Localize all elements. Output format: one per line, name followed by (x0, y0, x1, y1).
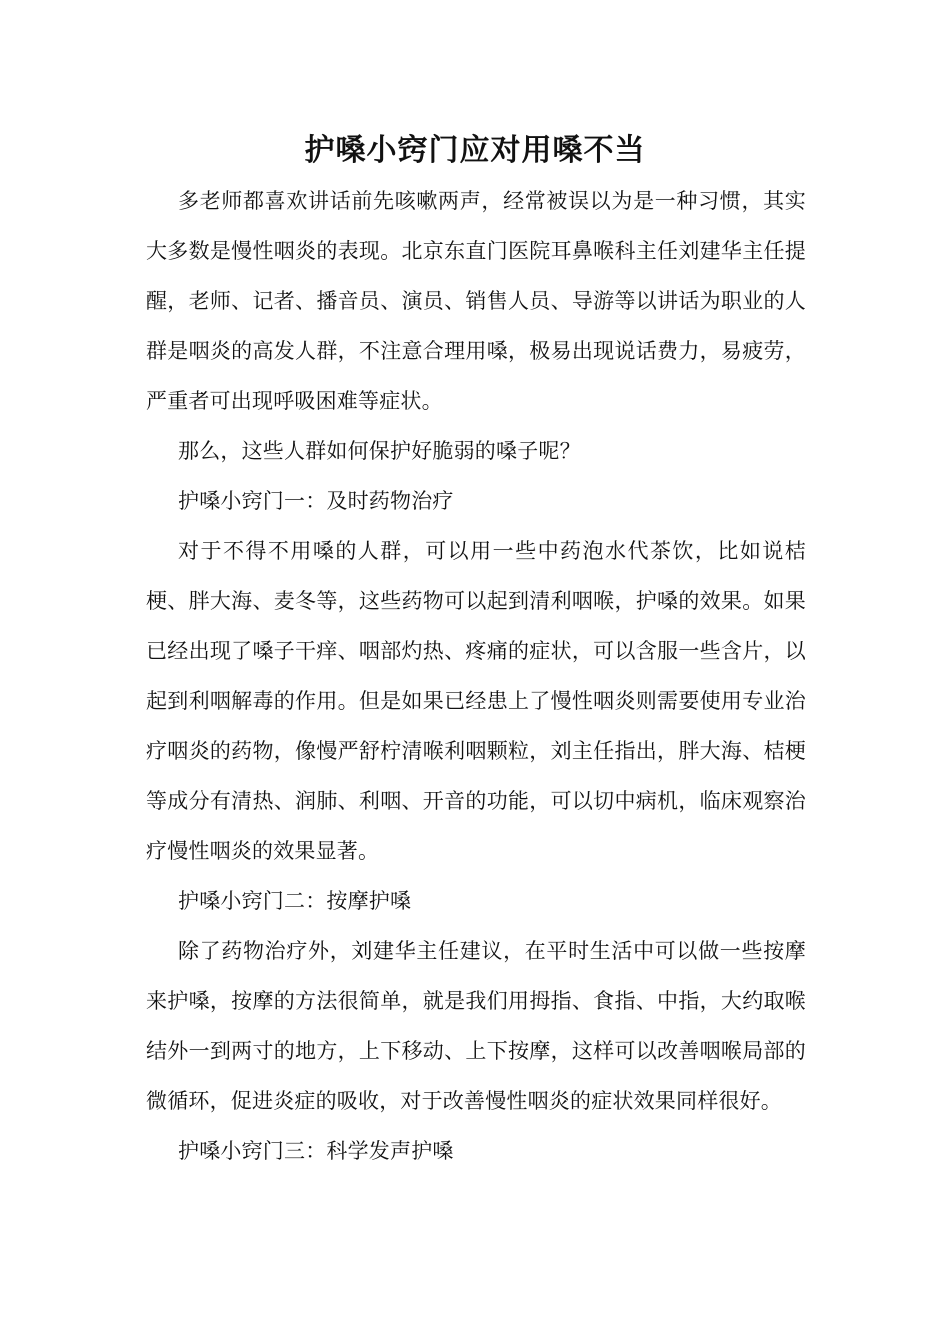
paragraph-question: 那么，这些人群如何保护好脆弱的嗓子呢？ (178, 439, 581, 463)
paragraph-intro: 多老师都喜欢讲话前先咳嗽两声，经常被误以为是一种习惯，其实大多数是慢性咽炎的表现。北京东直门医院耳鼻喉科主任刘建华主任提醒，老师、记者、播音员、演员、销售人员、导游等以讲话为职业的人群是咽炎的高发人群，不注意合理用嗓，极易出现说话费力，易疲劳，严重者可出现呼吸困难等症状。 (146, 189, 806, 413)
paragraph-tip-1: 对于不得不用嗓的人群，可以用一些中药泡水代茶饮，比如说桔梗、胖大海、麦冬等，这些药物可以起到清利咽喉，护嗓的效果。如果已经出现了嗓子干痒、咽部灼热、疼痛的症状，可以含服一些含片，以起到利咽解毒的作用。但是如果已经患上了慢性咽炎则需要使用专业治疗咽炎的药物，像慢严舒柠清喉利咽颗粒，刘主任指出，胖大海、桔梗等成分有清热、润肺、利咽、开音的功能，可以切中病机，临床观察治疗慢性咽炎的效果显著。 (146, 539, 806, 863)
document-body (146, 176, 806, 1176)
paragraph-tip-2: 除了药物治疗外，刘建华主任建议，在平时生活中可以做一些按摩来护嗓，按摩的方法很简单，就是我们用拇指、食指、中指，大约取喉结外一到两寸的地方，上下移动、上下按摩，这样可以改善咽喉局部的微循环，促进炎症的吸收，对于改善慢性咽炎的症状效果同样很好。 (146, 939, 806, 1113)
section-heading-tip-3: 护嗓小窍门三：科学发声护嗓 (178, 1139, 454, 1163)
document-title: 护嗓小窍门应对用嗓不当 (304, 133, 646, 168)
section-heading-tip-1: 护嗓小窍门一：及时药物治疗 (178, 489, 454, 513)
section-heading-tip-2: 护嗓小窍门二：按摩护嗓 (178, 889, 412, 913)
